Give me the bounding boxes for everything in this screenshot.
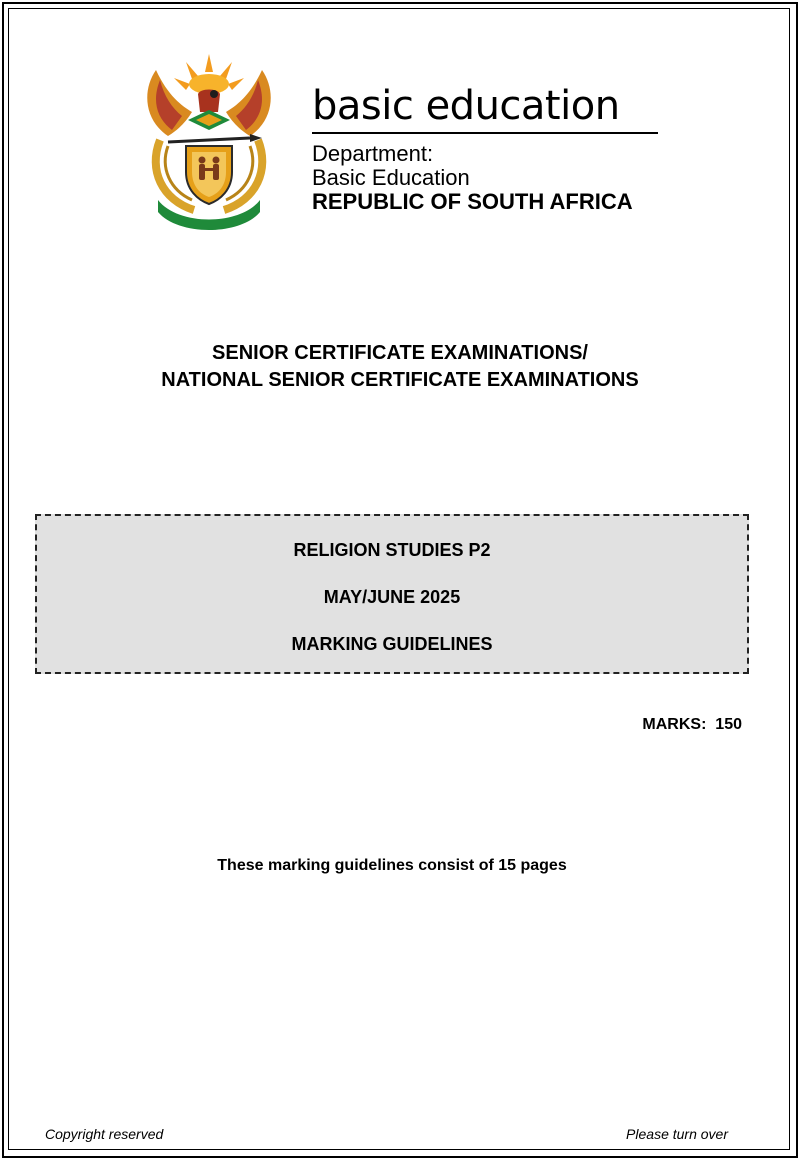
department-branding xyxy=(312,82,660,214)
total-marks: MARKS: 150 xyxy=(642,716,742,733)
title-box xyxy=(35,514,749,674)
brand-department-label: Department: xyxy=(312,141,434,166)
subject-title: RELIGION STUDIES P2 xyxy=(293,540,491,560)
brand-divider xyxy=(312,132,658,134)
brand-department-name: Basic Education xyxy=(312,165,470,190)
coat-of-arms-icon xyxy=(138,50,280,230)
footer-turn-over: Please turn over xyxy=(626,1126,728,1142)
footer-copyright: Copyright reserved xyxy=(45,1126,164,1142)
page-count-note: These marking guidelines consist of 15 pages xyxy=(217,857,567,874)
document-type: MARKING GUIDELINES xyxy=(291,634,493,654)
brand-country: REPUBLIC OF SOUTH AFRICA xyxy=(312,189,633,214)
exam-heading-line2: NATIONAL SENIOR CERTIFICATE EXAMINATIONS xyxy=(161,369,639,391)
brand-title: basic education xyxy=(312,83,620,129)
exam-session: MAY/JUNE 2025 xyxy=(323,587,461,607)
exam-heading xyxy=(0,340,800,394)
exam-heading-line1: SENIOR CERTIFICATE EXAMINATIONS/ xyxy=(212,342,588,364)
